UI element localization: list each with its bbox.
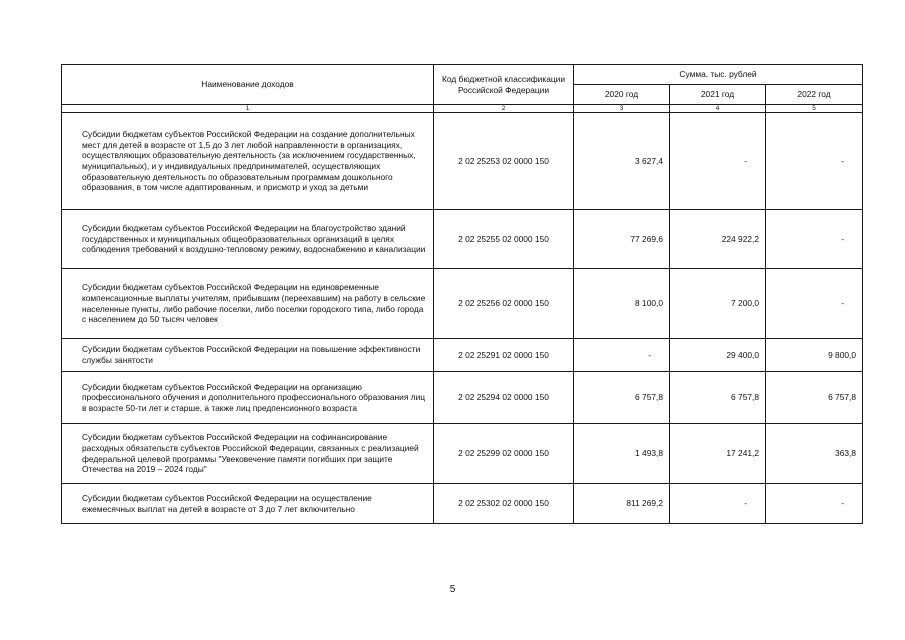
amount-2020: 811 269,2 bbox=[574, 484, 670, 524]
budget-code: 2 02 25302 02 0000 150 bbox=[434, 484, 574, 524]
column-number: 2 bbox=[434, 105, 574, 113]
amount-2020: 6 757,8 bbox=[574, 372, 670, 424]
header-sum-column: Сумма, тыс. рублей bbox=[574, 65, 863, 85]
amount-2020: 8 100,0 bbox=[574, 269, 670, 339]
revenue-name: Субсидии бюджетам субъектов Российской Федерации на организацию профессионального обучения и дополнительного профессионального образования лиц в возрасте 50-ти лет и старше, а также лиц предпенсионного возраста bbox=[62, 372, 434, 424]
amount-2022: 9 800,0 bbox=[766, 339, 863, 372]
header-code-column: Код бюджетной классификации Российской Федерации bbox=[434, 65, 574, 105]
table-row bbox=[62, 269, 863, 339]
amount-2021: 224 922,2 bbox=[670, 210, 766, 269]
amount-2020: 3 627,4 bbox=[574, 113, 670, 210]
amount-2021: 17 241,2 bbox=[670, 424, 766, 484]
amount-2020: - bbox=[574, 339, 670, 372]
amount-2021: 7 200,0 bbox=[670, 269, 766, 339]
header-year-2020: 2020 год bbox=[574, 85, 670, 105]
amount-2022: - bbox=[766, 269, 863, 339]
column-number: 5 bbox=[766, 105, 863, 113]
amount-2021: - bbox=[670, 113, 766, 210]
amount-2022: 363,8 bbox=[766, 424, 863, 484]
amount-2022: - bbox=[766, 113, 863, 210]
table-row bbox=[62, 210, 863, 269]
column-number: 1 bbox=[62, 105, 434, 113]
revenue-table bbox=[61, 64, 863, 524]
amount-2022: - bbox=[766, 484, 863, 524]
table-row bbox=[62, 113, 863, 210]
budget-code: 2 02 25256 02 0000 150 bbox=[434, 269, 574, 339]
header-name-column: Наименование доходов bbox=[62, 65, 434, 105]
table-row bbox=[62, 372, 863, 424]
amount-2021: 29 400,0 bbox=[670, 339, 766, 372]
amount-2022: 6 757,8 bbox=[766, 372, 863, 424]
budget-code: 2 02 25291 02 0000 150 bbox=[434, 339, 574, 372]
table-row bbox=[62, 484, 863, 524]
budget-code: 2 02 25299 02 0000 150 bbox=[434, 424, 574, 484]
table-row bbox=[62, 339, 863, 372]
budget-code: 2 02 25294 02 0000 150 bbox=[434, 372, 574, 424]
table-row bbox=[62, 424, 863, 484]
column-number: 3 bbox=[574, 105, 670, 113]
amount-2022: - bbox=[766, 210, 863, 269]
column-number-row bbox=[62, 105, 863, 113]
budget-code: 2 02 25253 02 0000 150 bbox=[434, 113, 574, 210]
header-row-top bbox=[62, 65, 863, 85]
page-number: 5 bbox=[449, 584, 456, 595]
revenue-name: Субсидии бюджетам субъектов Российской Федерации на осуществление ежемесячных выплат на детей в возрасте от 3 до 7 лет включительно bbox=[62, 484, 434, 524]
revenue-name: Субсидии бюджетам субъектов Российской Федерации на повышение эффективности службы занятости bbox=[62, 339, 434, 372]
amount-2020: 1 493,8 bbox=[574, 424, 670, 484]
budget-code: 2 02 25255 02 0000 150 bbox=[434, 210, 574, 269]
amount-2021: 6 757,8 bbox=[670, 372, 766, 424]
revenue-name: Субсидии бюджетам субъектов Российской Федерации на софинансирование расходных обязательств субъектов Российской Федерации, связанных с реализацией федеральной целевой программы "Увековечение памяти погибших при защите Отечества на 2019 – 2024 годы" bbox=[62, 424, 434, 484]
header-year-2021: 2021 год bbox=[670, 85, 766, 105]
revenue-name: Субсидии бюджетам субъектов Российской Федерации на создание дополнительных мест для детей в возрасте от 1,5 до 3 лет любой направленности в организациях, осуществляющих образовательную деятельность (за исключением государственных, муниципальных), и у индивидуальных предпринимателей, осуществляющих образовательную деятельность по образовательным программам дошкольного образования, в том числе адаптированным, и присмотр и уход за детьми bbox=[62, 113, 434, 210]
amount-2020: 77 269,6 bbox=[574, 210, 670, 269]
header-year-2022: 2022 год bbox=[766, 85, 863, 105]
column-number: 4 bbox=[670, 105, 766, 113]
revenue-name: Субсидии бюджетам субъектов Российской Федерации на единовременные компенсационные выплаты учителям, прибывшим (переехавшим) на работу в сельские населенные пункты, либо рабочие поселки, либо поселки городского типа, либо города с населением до 50 тысяч человек bbox=[62, 269, 434, 339]
amount-2021: - bbox=[670, 484, 766, 524]
revenue-name: Субсидии бюджетам субъектов Российской Федерации на благоустройство зданий государственных и муниципальных общеобразовательных организаций в целях соблюдения требований к воздушно-тепловому режиму, водоснабжению и канализации bbox=[62, 210, 434, 269]
